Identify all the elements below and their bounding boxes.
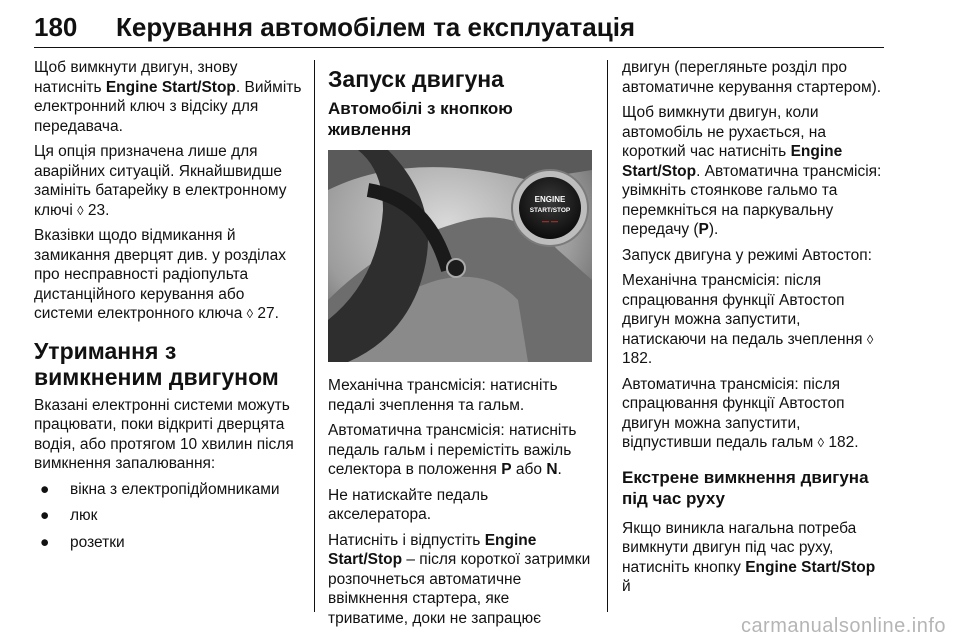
paragraph: Щоб вимкнути двигун, знову натисніть Engine Start/Stop. Вийміть електронний ключ з відсіку для передавача. <box>34 59 302 135</box>
paragraph: Якщо виникла нагальна потреба вимкнути двигун під час руху, натисніть кнопку Engine Start/Stop й <box>622 519 876 595</box>
column-3 <box>622 58 884 603</box>
bullet-icon: ● <box>40 480 50 498</box>
bullet-icon: ● <box>40 533 50 551</box>
page-header <box>34 8 884 48</box>
gear-position: P <box>501 461 512 478</box>
page-ref[interactable]: 182. <box>824 434 859 451</box>
list-item: ● вікна з електропідйомниками <box>40 480 280 498</box>
paragraph: двигун (перегляньте розділ про автоматичне керування стартером). <box>622 59 882 96</box>
watermark: carmanualsonline.info <box>740 615 946 637</box>
column-divider-2 <box>607 60 608 612</box>
paragraph: Автоматична трансмісія: після спрацювання функції Автостоп двигун можна запустити, відпустивши педаль гальм ◊ 182. <box>622 375 859 451</box>
bullet-list <box>34 480 302 553</box>
engine-button-label: START/STOP <box>529 207 571 214</box>
button-name: Engine Start/Stop <box>328 531 537 568</box>
page-ref[interactable]: 182. <box>622 350 653 367</box>
list-item: ● люк <box>40 507 98 524</box>
button-name: Engine Start/Stop <box>622 143 843 180</box>
subsection-heading: Екстрене вимкнення двигуна під час руху <box>622 467 869 508</box>
subsection-heading: Автомобілі з кнопкою живлення <box>328 99 513 139</box>
list-item: ● розетки <box>40 533 125 551</box>
gear-position: P <box>698 221 709 238</box>
section-heading: Запуск двигуна <box>328 66 504 92</box>
paragraph: Автоматична трансмісія: натисніть педаль гальм і перемістіть важіль селектора в положення P або N. <box>328 422 577 478</box>
chapter-title: Керування автомобілем та експлуатація <box>116 12 636 42</box>
section-heading: Утримання з вимкненим двигуном <box>34 337 279 390</box>
page-number: 180 <box>34 12 78 42</box>
page-ref[interactable]: 23. <box>83 201 110 219</box>
header-rule <box>34 47 884 48</box>
paragraph: Запуск двигуна у режимі Автостоп: <box>622 246 872 264</box>
bullet-icon: ● <box>40 507 50 524</box>
column-1 <box>34 58 302 559</box>
paragraph: Щоб вимкнути двигун, коли автомобіль не рухається, на короткий час натисніть Engine Start/Stop. Автоматична трансмісія: увімкніть стоянкове гальмо та перемкніться на паркувальну передачу (P). <box>622 104 882 238</box>
engine-button-indicator: — — <box>542 219 558 226</box>
button-name: Engine Start/Stop <box>745 558 876 576</box>
gear-position: N <box>546 461 558 478</box>
column-2 <box>328 58 592 634</box>
page-ref-arrow-icon: ◊ <box>866 331 874 347</box>
paragraph: Натисніть і відпустіть Engine Start/Stop – після короткої затримки розпочнеться автоматичне ввімкнення стартера, яке триватиме, доки не запрацює <box>328 531 591 627</box>
page-ref[interactable]: 27. <box>253 305 279 322</box>
page-ref-arrow-icon: ◊ <box>77 202 84 218</box>
page-ref-arrow-icon: ◊ <box>817 435 825 450</box>
button-name: Engine Start/Stop <box>105 78 236 96</box>
paragraph: Механічна трансмісія: натисніть педалі зчеплення та гальм. <box>328 377 558 414</box>
page-ref-arrow-icon: ◊ <box>246 306 254 321</box>
paragraph: Не натискайте педаль акселератора. <box>328 486 489 523</box>
engine-button-label: ENGINE <box>534 195 566 204</box>
paragraph: Вказівки щодо відмикання й замикання дверцят див. у розділах про несправності радіопульта дистанційного керування або системи електронного ключа ◊ 27. <box>34 227 286 322</box>
paragraph: Ця опція призначена лише для аварійних ситуацій. Якнайшвидше замініть батарейку в електронному ключі ◊ 23. <box>34 143 287 219</box>
dashboard-photo <box>328 150 592 362</box>
paragraph: Вказані електронні системи можуть працювати, поки відкриті дверцята водія, або протягом 10 хвилин після вимкнення запалювання: <box>34 396 294 472</box>
column-divider-1 <box>314 60 315 612</box>
paragraph: Механічна трансмісія: після спрацювання функції Автостоп двигун можна запустити, натискаючи на педаль зчеплення ◊ 182. <box>622 272 874 367</box>
